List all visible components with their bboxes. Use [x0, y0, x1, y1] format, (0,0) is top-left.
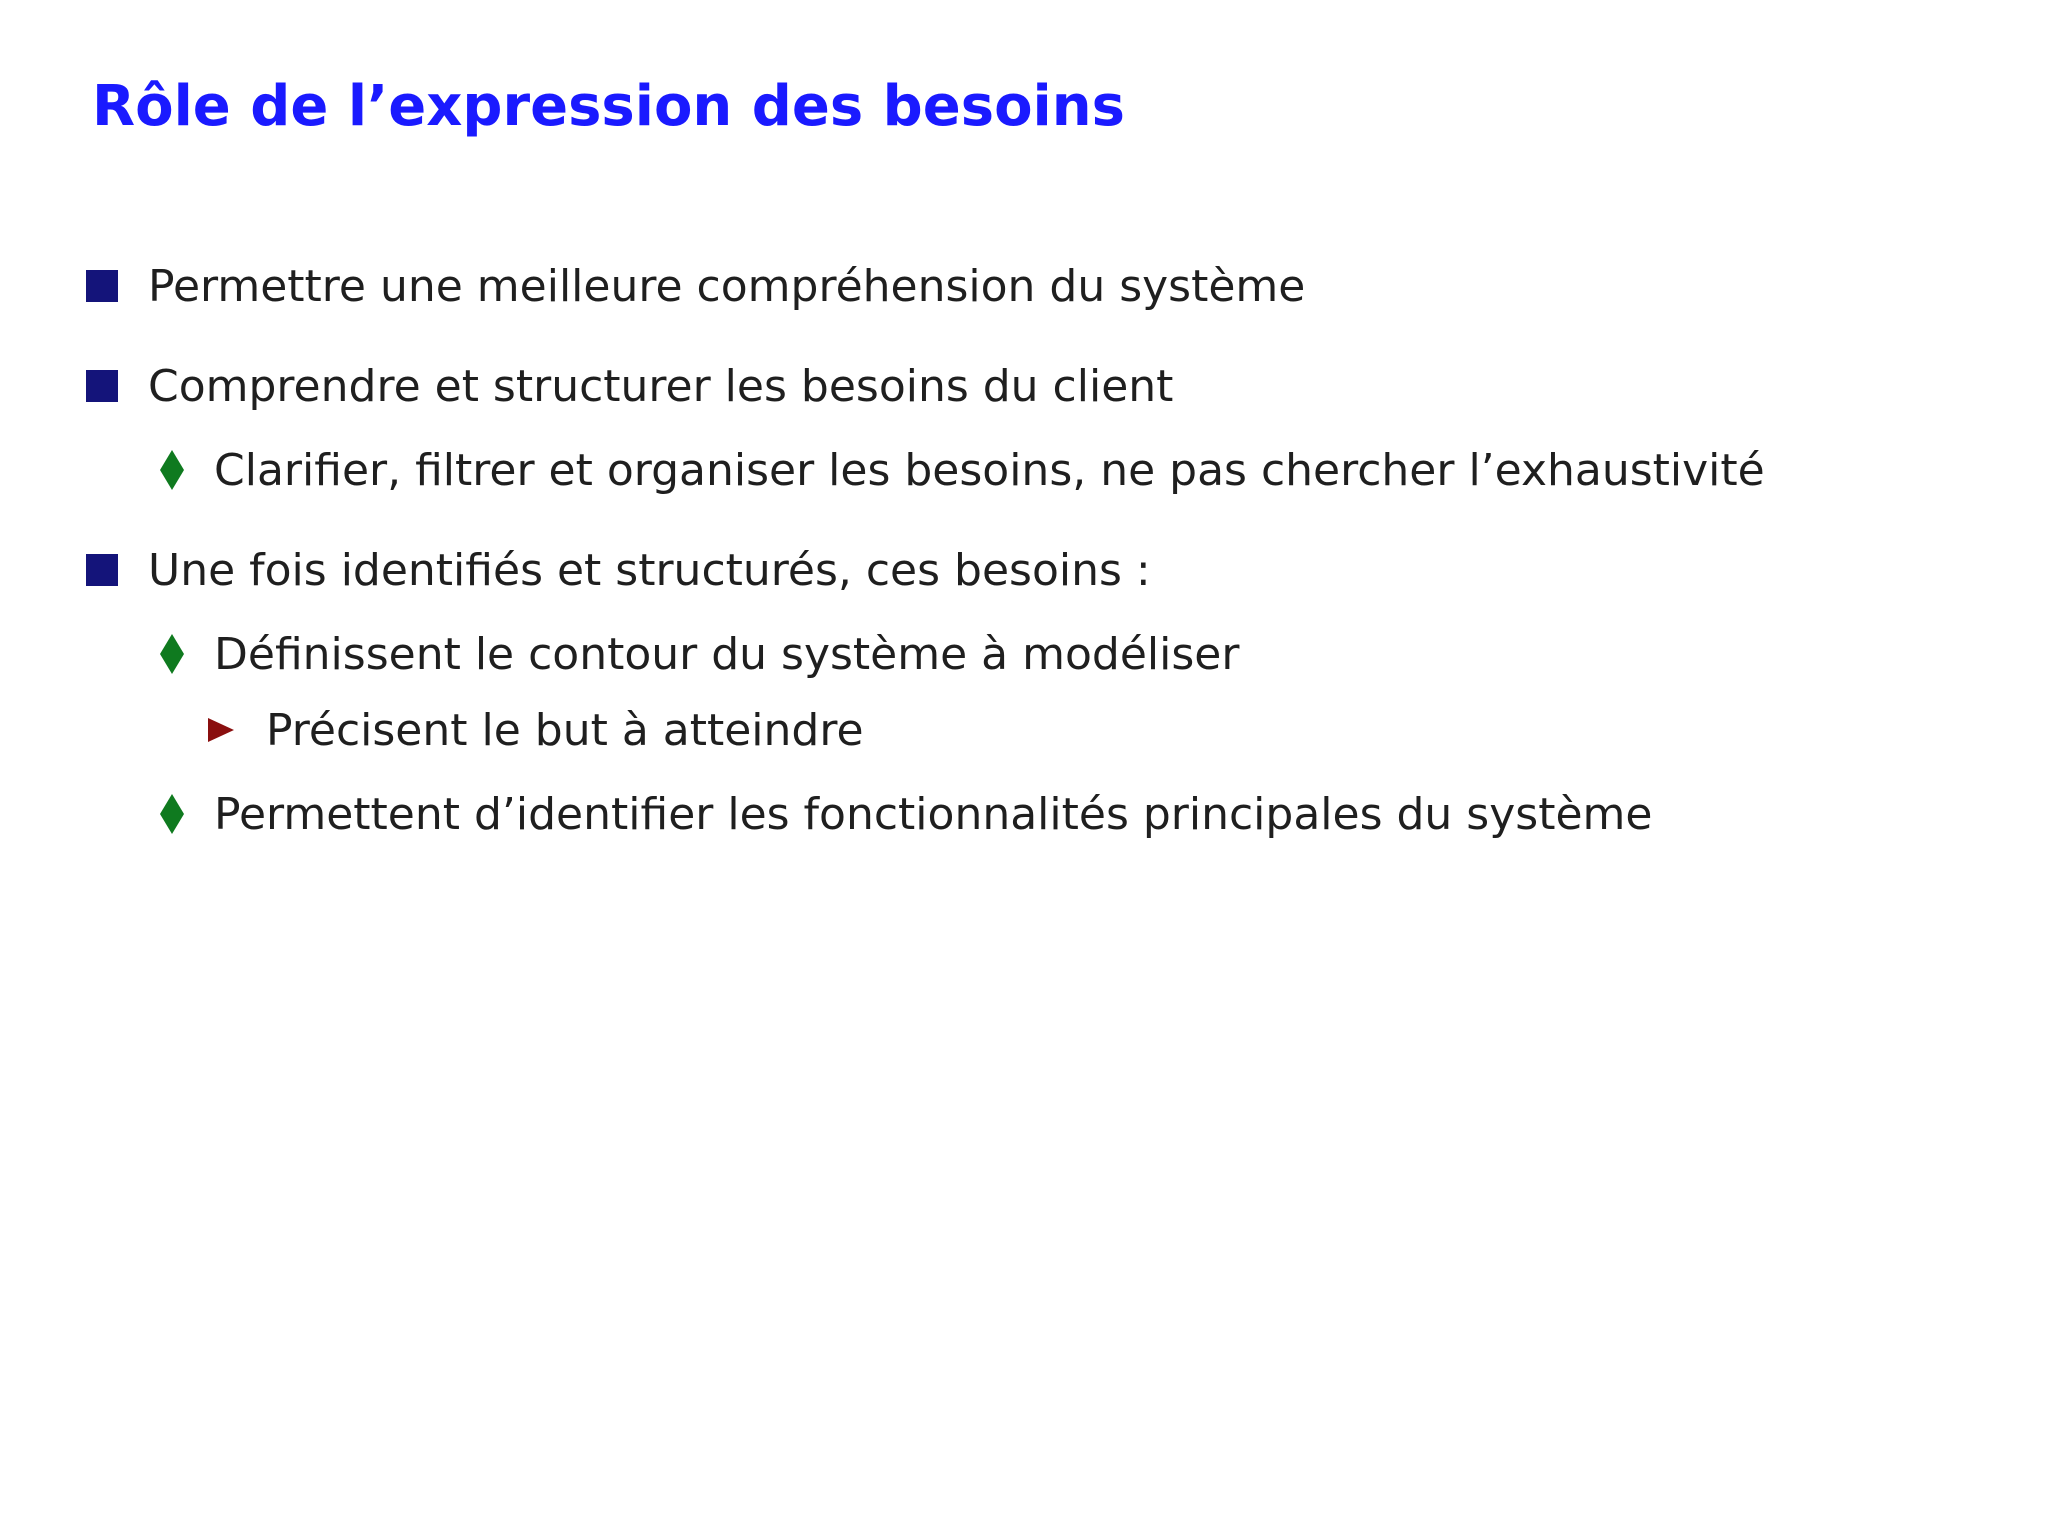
- triangle-bullet-icon: [206, 715, 236, 745]
- diamond-bullet-icon: [158, 448, 186, 492]
- square-bullet-icon: [86, 554, 118, 586]
- square-bullet-icon: [86, 370, 118, 402]
- bullet-item-level1: [86, 540, 1151, 600]
- slide-title: Rôle de l’expression des besoins: [92, 74, 1125, 139]
- bullet-text: Permettre une meilleure compréhension du système: [148, 260, 1306, 312]
- bullet-text: Une fois identifiés et structurés, ces besoins :: [148, 544, 1151, 596]
- bullet-item-level3: [206, 700, 864, 760]
- bullet-text: Comprendre et structurer les besoins du client: [148, 360, 1174, 412]
- diamond-bullet-icon: [158, 632, 186, 676]
- bullet-item-level2: [158, 440, 1765, 500]
- bullet-text: Précisent le but à atteindre: [266, 704, 864, 756]
- square-bullet-icon: [86, 270, 118, 302]
- bullet-text: Clarifier, filtrer et organiser les besoins, ne pas chercher l’exhaustivité: [214, 444, 1765, 496]
- bullet-text: Définissent le contour du système à modéliser: [214, 628, 1240, 680]
- bullet-item-level1: [86, 256, 1305, 316]
- bullet-text: Permettent d’identifier les fonctionnalités principales du système: [214, 788, 1653, 840]
- bullet-item-level2: [158, 624, 1239, 684]
- bullet-item-level2: [158, 784, 1652, 844]
- diamond-bullet-icon: [158, 792, 186, 836]
- bullet-item-level1: [86, 356, 1173, 416]
